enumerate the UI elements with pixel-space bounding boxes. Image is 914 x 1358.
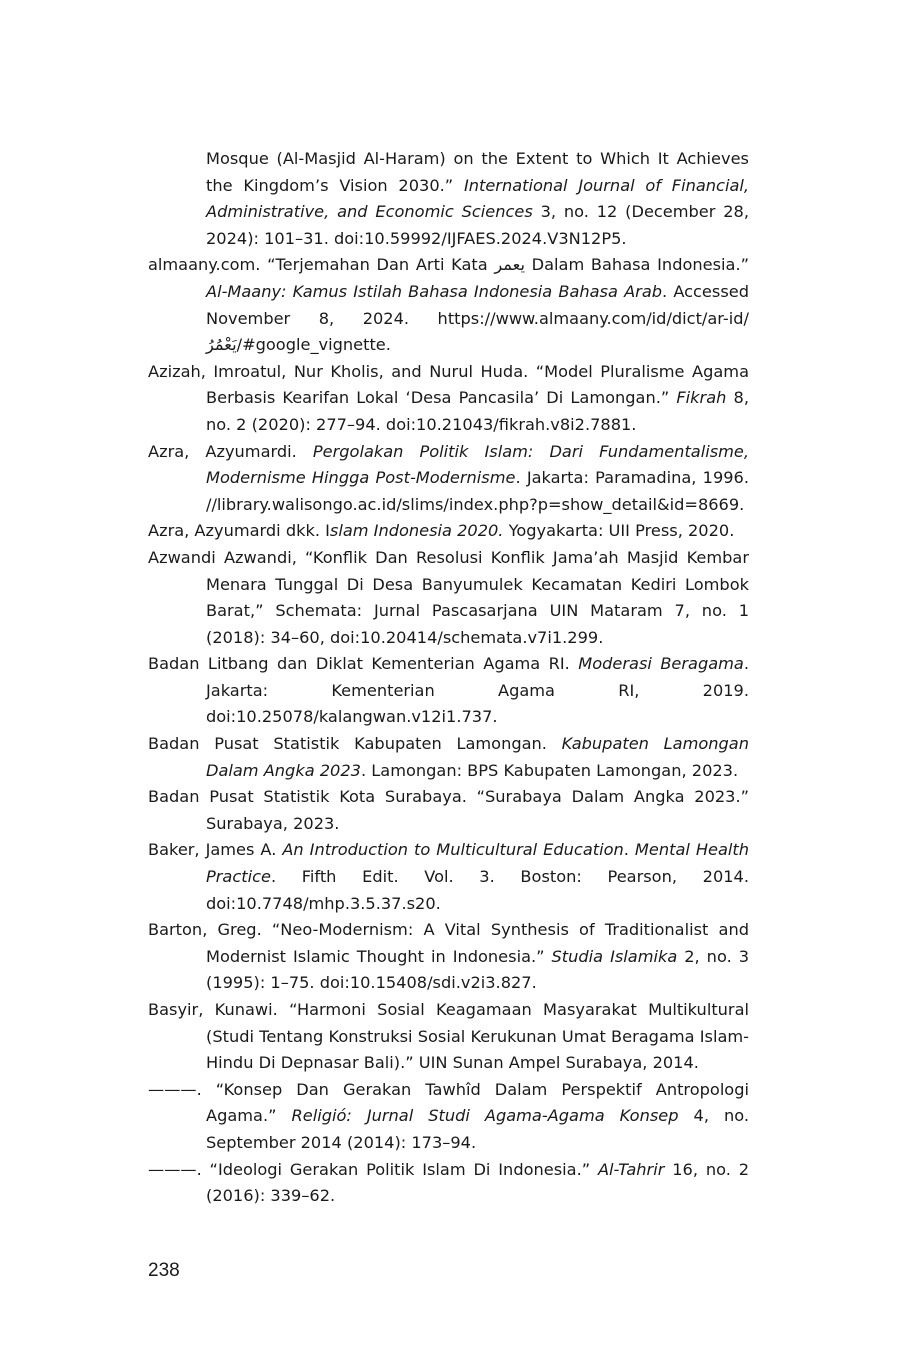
- entry-text: . Fifth Edit. Vol. 3. Boston: Pearson, 2014. doi:10.7748/mhp.3.5.37.s20.: [206, 867, 749, 913]
- entry-italic-title: Al-Maany: Kamus Istilah Bahasa Indonesia Bahasa Arab: [206, 281, 663, 301]
- entry-text: Yogyakarta: UII Press, 2020.: [503, 521, 735, 541]
- bibliography-entry: [148, 997, 749, 1077]
- bibliography-entry: [148, 731, 749, 784]
- entry-text: 3, no. 12 (December 28, 2024): 101–31. doi:10.59992/IJFAES.2024.V3N12P5.: [206, 202, 749, 248]
- bibliography-entry: [148, 1077, 749, 1157]
- entry-text: 4, no. September 2014 (2014): 173–94.: [206, 1106, 749, 1152]
- entry-italic-title: An Introduction to Multicultural Education: [282, 840, 624, 860]
- bibliography-entry: [148, 784, 749, 837]
- bibliography-list: [148, 146, 749, 1210]
- entry-text: Azra, Azyumardi dkk. I: [148, 521, 330, 541]
- entry-text: 2, no. 3 (1995): 1–75. doi:10.15408/sdi.v2i3.827.: [206, 946, 749, 993]
- bibliography-entry: [148, 146, 749, 252]
- entry-text: Azizah, Imroatul, Nur Kholis, and Nurul Huda. “Model Pluralisme Agama Berbasis Kearifan Lokal ‘Desa Pancasila’ Di Lamongan.”: [148, 361, 749, 408]
- entry-italic-title: slam Indonesia 2020.: [329, 521, 504, 541]
- entry-text: Badan Litbang dan Diklat Kementerian Agama RI.: [148, 654, 579, 674]
- entry-text: almaany.com. “Terjemahan Dan Arti Kata يعمر Dalam Bahasa Indonesia.”: [148, 255, 749, 275]
- entry-text: Basyir, Kunawi. “Harmoni Sosial Keagamaan Masyarakat Multikultural (Studi Tentang Konstruksi Sosial Kerukunan Umat Beragama Islam-Hindu Di Depnasar Bali).” UIN Sunan Ampel Surabaya, 2014.: [148, 1000, 749, 1073]
- entry-italic-title: Kabupaten Lamongan Dalam Angka 2023: [206, 734, 749, 780]
- entry-text: Azra, Azyumardi.: [148, 441, 313, 461]
- entry-text: . Jakarta: Paramadina, 1996. //library.walisongo.ac.id/slims/index.php?p=show_detail&id=8669.: [206, 468, 749, 514]
- bibliography-entry: [148, 518, 749, 545]
- entry-text: Badan Pusat Statistik Kota Surabaya. “Surabaya Dalam Angka 2023.” Surabaya, 2023.: [148, 787, 749, 833]
- bibliography-entry: [148, 1157, 749, 1210]
- entry-italic-title: Pergolakan Politik Islam: Dari Fundamentalisme, Modernisme Hingga Post-Modernisme: [206, 441, 750, 488]
- entry-italic-title: Moderasi Beragama: [578, 654, 744, 674]
- bibliography-entry: [148, 837, 749, 917]
- entry-text: Mosque (Al-Masjid Al-Haram) on the Extent to Which It Achieves the Kingdom’s Vision 2030.”: [206, 149, 749, 195]
- entry-text: Badan Pusat Statistik Kabupaten Lamongan.: [148, 734, 562, 754]
- entry-italic-title: Al-Tahrir: [597, 1159, 665, 1179]
- bibliography-entry: [148, 917, 749, 997]
- entry-text: . Accessed November 8, 2024. https://www.almaany.com/id/dict/ar-id/يَعْمُرُ/#google_vignette.: [206, 281, 749, 355]
- entry-italic-title: Studia Islamika: [551, 946, 678, 966]
- entry-text: . Lamongan: BPS Kabupaten Lamongan, 2023.: [360, 760, 739, 780]
- entry-italic-title: Religió: Jurnal Studi Agama-Agama Konsep: [291, 1106, 679, 1126]
- entry-text: . Jakarta: Kementerian Agama RI, 2019. doi:10.25078/kalangwan.v12i1.737.: [206, 654, 749, 727]
- page-number: 238: [148, 1260, 180, 1281]
- entry-text: 16, no. 2 (2016): 339–62.: [206, 1159, 749, 1206]
- bibliography-entry: [148, 252, 749, 358]
- entry-text: .: [623, 840, 635, 860]
- bibliography-entry: [148, 651, 749, 731]
- entry-italic-title: Fikrah: [676, 388, 727, 408]
- bibliography-entry: [148, 359, 749, 439]
- entry-italic-title: Mental Health Practice: [206, 840, 749, 887]
- entry-text: 8, no. 2 (2020): 277–94. doi:10.21043/fikrah.v8i2.7881.: [206, 388, 749, 434]
- entry-text: Azwandi Azwandi, “Konflik Dan Resolusi Konflik Jama’ah Masjid Kembar Menara Tunggal Di Desa Banyumulek Kecamatan Kediri Lombok Barat,” Schemata: Jurnal Pascasarjana UIN Mataram 7, no. 1 (2018): 34–60, doi:10.20414/schemata.v7i1.299.: [148, 547, 749, 647]
- bibliography-entry: [148, 439, 749, 519]
- entry-italic-title: International Journal of Financial, Administrative, and Economic Sciences: [206, 175, 750, 222]
- entry-text: ———. “Konsep Dan Gerakan Tawhîd Dalam Perspektif Antropologi Agama.”: [148, 1079, 749, 1126]
- entry-text: Barton, Greg. “Neo-Modernism: A Vital Synthesis of Traditionalist and Modernist Islamic Thought in Indonesia.”: [148, 920, 749, 966]
- entry-text: Baker, James A.: [148, 840, 283, 860]
- bibliography-entry: [148, 545, 749, 651]
- entry-text: ———. “Ideologi Gerakan Politik Islam Di Indonesia.”: [148, 1159, 598, 1179]
